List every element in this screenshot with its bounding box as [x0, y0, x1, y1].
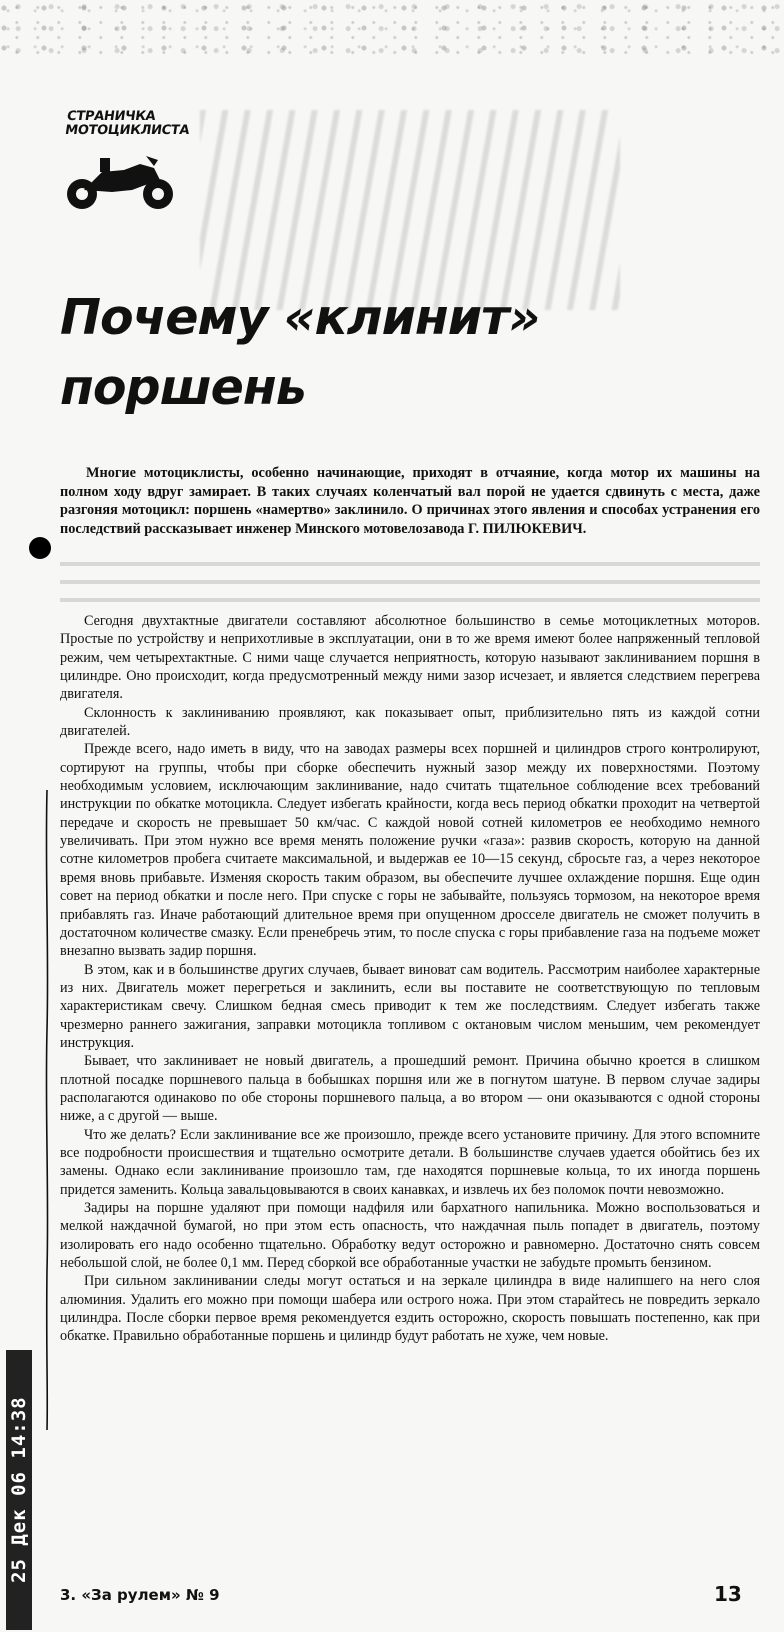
headline-line-1: Почему «клинит»	[60, 289, 540, 346]
scan-noise	[0, 0, 784, 60]
rubric-line-1: СТРАНИЧКА	[66, 109, 157, 124]
article-lead: Многие мотоциклисты, особенно начинающие, приходят в отчаяние, когда мотор их машины на полном ходу вдруг замирает. В таких случаях коленчатый вал порой не удается сдвинуть с места, даже разгоняя мотоцикл: поршень «намертво» заклинило. О причинах этого явления и способах устранения его последствий рассказывает инженер Минского мотовелозавода Г. ПИЛЮКЕВИЧ.	[60, 465, 760, 537]
page-number: 13	[714, 1582, 742, 1606]
faded-text-block	[60, 552, 760, 608]
date-stamp: 25 Дек 06 14:38	[6, 1350, 32, 1630]
headline-line-2: поршень	[60, 359, 306, 416]
bullet-mark	[29, 537, 51, 559]
show-through-print	[200, 110, 620, 310]
paragraph: Что же делать? Если заклинивание все же произошло, прежде всего установите причину. Для этого вспомните все подробности происшествия и тщательно осмотрите детали. В большинстве случаев удается обойтись без их замены. Однако если заклинивание произошло там, где находятся поршневые кольца, то их иногда поршень придется заменить. Кольца завальцовываются в своих канавках, и извлечь их без поломок почти невозможно.	[60, 1126, 760, 1198]
paragraph: Склонность к заклиниванию проявляют, как показывает опыт, приблизительно пять из каждой сотни двигателей.	[60, 704, 760, 740]
paragraph: Бывает, что заклинивает не новый двигатель, а прошедший ремонт. Причина обычно кроется в слишком плотной посадке поршневого пальца в бобышках поршня или же в погнутом шатуне. В первом случае задиры располагаются одинаково по обе стороны поршневого пальца, а во втором — они оказываются с одной стороны ниже, а с другой — выше.	[60, 1053, 760, 1125]
paragraph: Задиры на поршне удаляют при помощи надфиля или бархатного напильника. Можно воспользоваться и мелкой наждачной бумагой, но при этом есть опасность, что наждачная пыль попадет в двигатель, поэтому изолировать его надо особенно тщательно. Обработку ведут осторожно и равномерно. Достаточно снять совсем небольшой слой, не более 0,1 мм. Перед сборкой все обработанные участки не забудьте промыть бензином.	[60, 1200, 760, 1272]
section-rubric	[64, 110, 208, 138]
paragraph: Прежде всего, надо иметь в виду, что на заводах размеры всех поршней и цилиндров строго контролируют, сортируют на группы, чтобы при сборке обеспечить нужный зазор между их поверхностями. Поэтому необходимым условием, исключающим заклинивание, надо считать тщательное соблюдение всех требований инструкции по обкатке мотоцикла. Следует избегать крайности, когда весь период обкатки проходит на четвертой передаче и скорость не превышает 50 км/час. С каждой новой сотней километров ее необходимо немного увеличивать. При этом нужно все время менять положение ручки «газа»: развив скорость, которую на данной сотне километров пробега считаете максимальной, и выдержав ее 10—15 секунд, сбросьте газ, а через некоторое время вновь прибавьте. Изменяя скорость таким образом, вы обеспечите лучшее охлаждение поршня. Еще один совет на период обкатки и после него. При спуске с горы не забывайте, пользуясь тормозом, на некоторое время прибавлять газ. Иначе работающий длительное время при опущенном дросселе двигатель не сможет получить в достаточном количестве смазку. Если пренебречь этим, то после спуска с горы прибавление газа на подъеме может внезапно вызвать задир поршня.	[60, 741, 760, 960]
paragraph: В этом, как и в большинстве других случаев, бывает виноват сам водитель. Рассмотрим наиболее характерные из них. Двигатель может перегреться и заклинить, если вы поставите не соответствующую по тепловым характеристикам свечу. Слишком бедная смесь приводит к тем же последствиям. Следует избегать также чрезмерно раннего зажигания, заправки мотоцикла топливом с октановым числом меньшим, чем рекомендует инструкция.	[60, 961, 760, 1051]
paragraph: При сильном заклинивании следы могут остаться и на зеркале цилиндра в виде налипшего на него слоя алюминия. Удалить его можно при помощи шабера или острого ножа. При этом старайтесь не повредить зеркало цилиндра. После сборки первое время рекомендуется ездить осторожно, скорость повышать постепенно, как при обкатке. Правильно обработанные поршень и цилиндр будут работать не хуже, чем новые.	[60, 1273, 760, 1345]
issue-footer: 3. «За рулем» № 9	[60, 1586, 220, 1604]
motorcycle-icon	[62, 150, 178, 212]
margin-pen-mark	[44, 790, 50, 1430]
article-headline	[60, 283, 580, 423]
paragraph: Сегодня двухтактные двигатели составляют абсолютное большинство в семье мотоциклетных моторов. Простые по устройству и неприхотливые в эксплуатации, они в то же время имеют более напряженный тепловой режим, чем четырехтактные. С ними чаще случается неприятность, которую называют заклиниванием поршня в цилиндре. Оно происходит, когда предусмотренный между ними зазор исчезает, и является следствием перегрева двигателя.	[60, 613, 760, 703]
article-body	[60, 612, 760, 1572]
rubric-line-2: МОТОЦИКЛИСТА	[64, 123, 191, 138]
